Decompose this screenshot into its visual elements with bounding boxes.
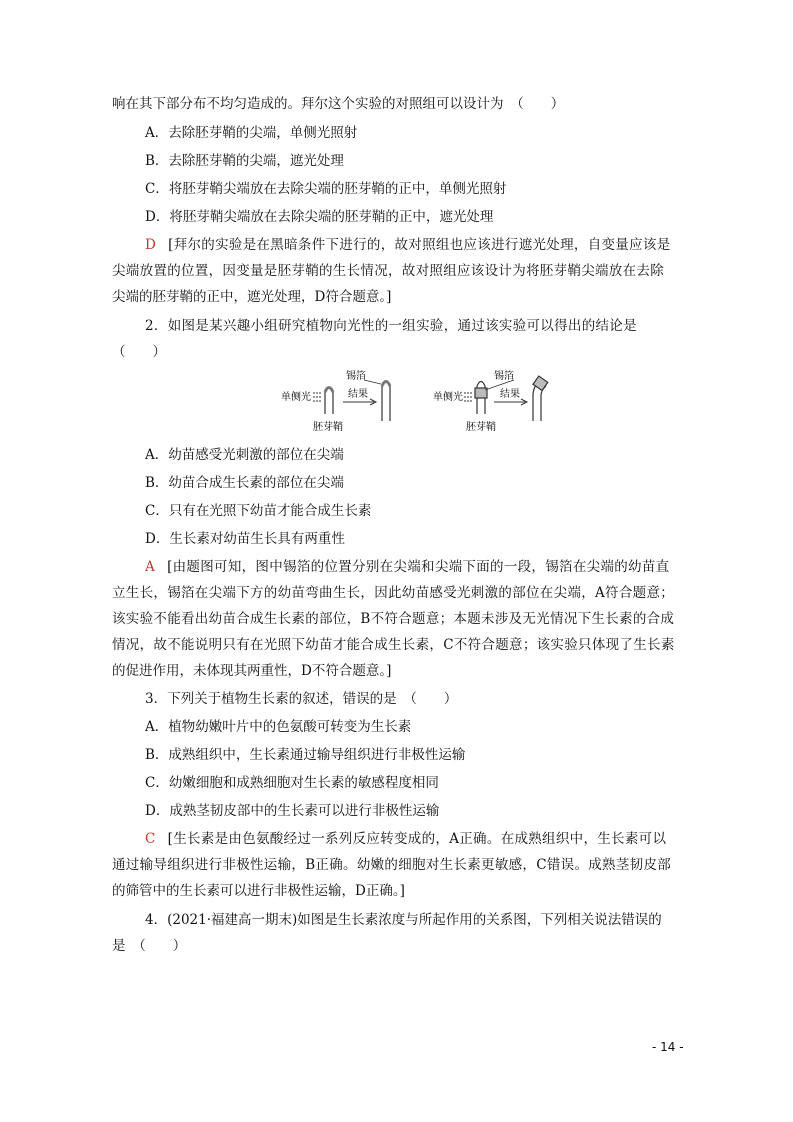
q2-option-d: D．生长素对幼苗生长具有两重性 (145, 531, 345, 547)
coleoptile-straight-icon (382, 382, 390, 422)
q3-option-d: D．成熟茎韧皮部中的生长素可以进行非极性运输 (145, 803, 440, 819)
q2-option-c: C．只有在光照下幼苗才能合成生长素 (145, 503, 372, 519)
intro-line: 响在其下部分布不均匀造成的。拜尔这个实验的对照组可以设计为 （ ） (112, 96, 565, 112)
coleoptile-foil-below-tip-icon (475, 382, 487, 415)
q2-stem-line-2: （ ） (112, 344, 166, 360)
q2-stem-line-1: 2．如图是某兴趣小组研究植物向光性的一组实验，通过该实验可以得出的结论是 (145, 318, 637, 334)
light-arrows-left-icon (313, 393, 322, 401)
q3-explanation-line-1: C [生长素是由色氨酸经过一系列反应转变成的，A正确。在成熟组织中，生长素可以 (145, 831, 667, 847)
q1-explanation-line-2: 尖端放置的位置，因变量是胚芽鞘的生长情况，故对照组应该设计为将胚芽鞘尖端放在去除 (112, 263, 664, 279)
q1-option-a: A．去除胚芽鞘的尖端，单侧光照射 (145, 125, 358, 141)
q3-answer: C (145, 831, 156, 847)
q2-explanation-line-3: 该实验不能看出幼苗合成生长素的部位，B不符合题意；本题未涉及无光情况下生长素的合成 (112, 611, 675, 627)
q3-option-a: A．植物幼嫩叶片中的色氨酸可转变为生长素 (145, 719, 412, 735)
q2-explanation-line-4: 情况，故不能说明只有在光照下幼苗才能合成生长素，C不符合题意；该实验只体现了生长素 (112, 637, 675, 653)
q3-stem: 3．下列关于植物生长素的叙述，错误的是 （ ） (145, 691, 458, 707)
light-arrows-right-icon (464, 393, 473, 401)
result-label-right: 结果 (500, 389, 520, 400)
q3-option-b: B．成熟组织中，生长素通过输导组织进行非极性运输 (145, 747, 466, 763)
q4-stem-line-2: 是 （ ） (112, 938, 187, 954)
q2-explanation-line-2: 立生长，锡箔在尖端下方的幼苗弯曲生长，因此幼苗感受光刺激的部位在尖端，A符合题意； (112, 585, 675, 601)
q1-explanation-line-1: D [拜尔的实验是在黑暗条件下进行的，故对照组也应该进行遮光处理，自变量应该是 (145, 237, 671, 253)
q2-explanation-line-1: A [由题图可知，图中锡箔的位置分别在尖端和尖端下面的一段，锡箔在尖端的幼苗直 (145, 559, 670, 575)
q1-option-c: C．将胚芽鞘尖端放在去除尖端的胚芽鞘的正中，单侧光照射 (145, 181, 507, 197)
coleoptile-label-left: 胚芽鞘 (313, 422, 343, 433)
q3-option-c: C．幼嫩细胞和成熟细胞对生长素的敏感程度相同 (145, 775, 439, 791)
q3-explanation-line-3: 的筛管中的生长素可以进行非极性运输，D正确。] (112, 883, 405, 899)
foil-label-left: 锡箔 (346, 371, 366, 382)
q1-answer: D (145, 237, 157, 253)
q2-answer: A (145, 559, 156, 575)
q2-option-b: B．幼苗合成生长素的部位在尖端 (145, 475, 344, 491)
page-number: - 14 - (652, 1040, 684, 1054)
coleoptile-foil-tip-icon (325, 388, 333, 415)
coleoptile-label-right: 胚芽鞘 (466, 422, 496, 433)
q2-explanation-line-5: 的促进作用，未体现其两重性，D不符合题意。] (112, 663, 392, 679)
q4-stem-line-1: 4．(2021·福建高一期末)如图是生长素浓度与所起作用的关系图，下列相关说法错误的 (145, 912, 662, 928)
q1-option-d: D．将胚芽鞘尖端放在去除尖端的胚芽鞘的正中，遮光处理 (145, 209, 494, 225)
light-label-left: 单侧光 (281, 392, 311, 403)
result-label-left: 结果 (348, 389, 368, 400)
q3-explanation-line-2: 通过输导组织进行非极性运输，B正确。幼嫩的细胞对生长素更敏感，C错误。成熟茎韧皮部 (112, 857, 672, 873)
q1-explanation-line-3: 尖端的胚芽鞘的正中，遮光处理，D符合题意。] (112, 289, 392, 305)
light-label-right: 单侧光 (433, 392, 463, 403)
coleoptile-bent-icon (533, 376, 548, 421)
phototropism-figure (0, 366, 793, 436)
q1-option-b: B．去除胚芽鞘的尖端，遮光处理 (145, 153, 344, 169)
foil-label-right: 锡箔 (494, 371, 514, 382)
q2-option-a: A．幼苗感受光刺激的部位在尖端 (145, 447, 344, 463)
